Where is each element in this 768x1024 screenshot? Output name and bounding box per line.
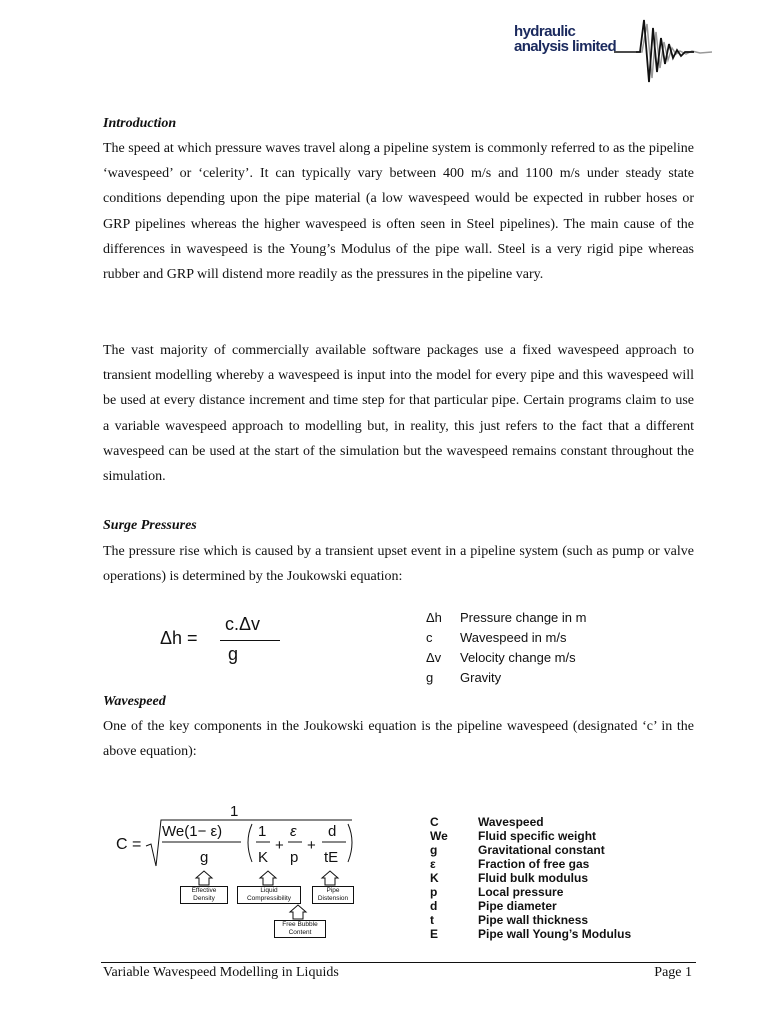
pipe-distension-box: Pipe Distension xyxy=(312,886,354,904)
term3-denominator: tE xyxy=(324,849,339,866)
legend-definition: Fluid specific weight xyxy=(478,829,597,843)
introduction-heading: Introduction xyxy=(103,116,177,131)
fraction-bar xyxy=(220,640,280,641)
logo-line-1: hydraulic xyxy=(514,23,576,40)
arrow-up-icon xyxy=(196,871,212,885)
arrow-up-icon xyxy=(322,871,338,885)
effective-density-box: Effective Density xyxy=(180,886,228,904)
legend-symbol: Δh xyxy=(426,610,442,625)
intro-paragraph-1: The speed at which pressure waves travel along a pipeline system is commonly referred to as the pipeline ‘wavespeed’ or ‘celerity’. It can typically vary between 400 m/s and 1100 m/s under steady state conditions depending upon the pipe material (a low wavespeed would be expected in rubber hoses or GRP pipelines whereas the higher wavespeed is often seen in Steel pipelines). The main cause of the differences in wavespeed is the Young’s Modulus of the pipe wall. Steel is a very rigid pipe whereas rubber and GRP will distend more readily as the pressures in the pipeline vary. xyxy=(103,141,694,283)
term1-denominator: K xyxy=(258,849,269,866)
legend-symbol: ε xyxy=(430,857,436,871)
legend-definition: Wavespeed in m/s xyxy=(460,630,567,645)
legend-definition: Fraction of free gas xyxy=(478,857,590,871)
legend-symbol: g xyxy=(430,843,438,857)
term3-numerator: d xyxy=(328,823,337,840)
legend-definition: Velocity change m/s xyxy=(460,650,576,665)
logo-line-2: analysis limited xyxy=(514,38,617,55)
legend-symbol: t xyxy=(430,913,434,927)
legend-definition: Fluid bulk modulus xyxy=(478,871,588,885)
pressure-wave-icon xyxy=(614,18,746,84)
joukowski-equation xyxy=(160,614,280,674)
equation-denominator: g xyxy=(228,644,239,664)
legend-definition: Local pressure xyxy=(478,885,564,899)
plus-sign: + xyxy=(275,837,284,854)
arrow-up-icon xyxy=(290,905,306,919)
legend-symbol: Δv xyxy=(426,650,442,665)
equation-numerator: c.Δv xyxy=(225,614,261,634)
left-paren xyxy=(248,824,252,862)
arrow-up-icon xyxy=(260,871,276,885)
plus-sign: + xyxy=(307,837,316,854)
term2-numerator: ε xyxy=(290,823,297,840)
legend-symbol: p xyxy=(430,885,438,899)
legend-definition: Pipe diameter xyxy=(478,899,557,913)
formula-g: g xyxy=(200,849,209,866)
intro-paragraph-2: The vast majority of commercially available software packages use a fixed wavespeed approach to transient modelling whereby a wavespeed is input into the model for every pipe and this wavespeed will be used at every distance increment and time step for that particular pipe. Certain programs claim to use a variable wavespeed approach to modelling but, in reality, this just refers to the fact that a different wavespeed can be used at the start of the simulation but the wavespeed remains constant throughout the simulation. xyxy=(103,343,694,485)
logo-text xyxy=(514,24,616,54)
legend-definition: Gravity xyxy=(460,670,502,685)
legend-symbol: C xyxy=(430,815,439,829)
footer-title: Variable Wavespeed Modelling in Liquids xyxy=(103,965,339,980)
right-paren xyxy=(348,824,352,862)
formula-one: 1 xyxy=(230,803,239,820)
legend-symbol: We xyxy=(430,829,448,843)
legend-symbol: K xyxy=(430,871,439,885)
legend-symbol: g xyxy=(426,670,434,685)
wavespeed-heading: Wavespeed xyxy=(103,694,166,709)
footer-divider xyxy=(101,962,696,963)
liquid-compressibility-box: Liquid Compressibility xyxy=(237,886,301,904)
term1-numerator: 1 xyxy=(258,823,267,840)
surge-paragraph: The pressure rise which is caused by a transient upset event in a pipeline system (such as pump or valve operations) is determined by the Joukowski equation: xyxy=(103,544,694,585)
equation-lhs: Δh = xyxy=(160,628,198,648)
company-logo xyxy=(514,24,746,86)
formula-we: We(1− ε) xyxy=(162,823,223,840)
legend-symbol: d xyxy=(430,899,438,913)
formula-lhs: C = xyxy=(116,836,142,853)
legend-definition: Gravitational constant xyxy=(478,843,605,857)
legend-definition: Wavespeed xyxy=(478,815,544,829)
surge-pressures-heading: Surge Pressures xyxy=(103,518,197,533)
term2-denominator: p xyxy=(290,849,299,866)
free-bubble-content-box: Free Bubble Content xyxy=(274,920,326,938)
wavespeed-formula xyxy=(116,800,416,950)
legend-definition: Pipe wall thickness xyxy=(478,913,589,927)
formula-graphic xyxy=(116,800,416,950)
legend-symbol: c xyxy=(426,630,433,645)
page-number: Page 1 xyxy=(654,965,692,980)
legend-definition: Pressure change in m xyxy=(460,610,587,625)
legend-symbol: E xyxy=(430,927,439,941)
legend-definition: Pipe wall Young’s Modulus xyxy=(478,927,632,941)
wavespeed-paragraph: One of the key components in the Joukowski equation is the pipeline wavespeed (designated ‘c’ in the above equation): xyxy=(103,719,694,760)
